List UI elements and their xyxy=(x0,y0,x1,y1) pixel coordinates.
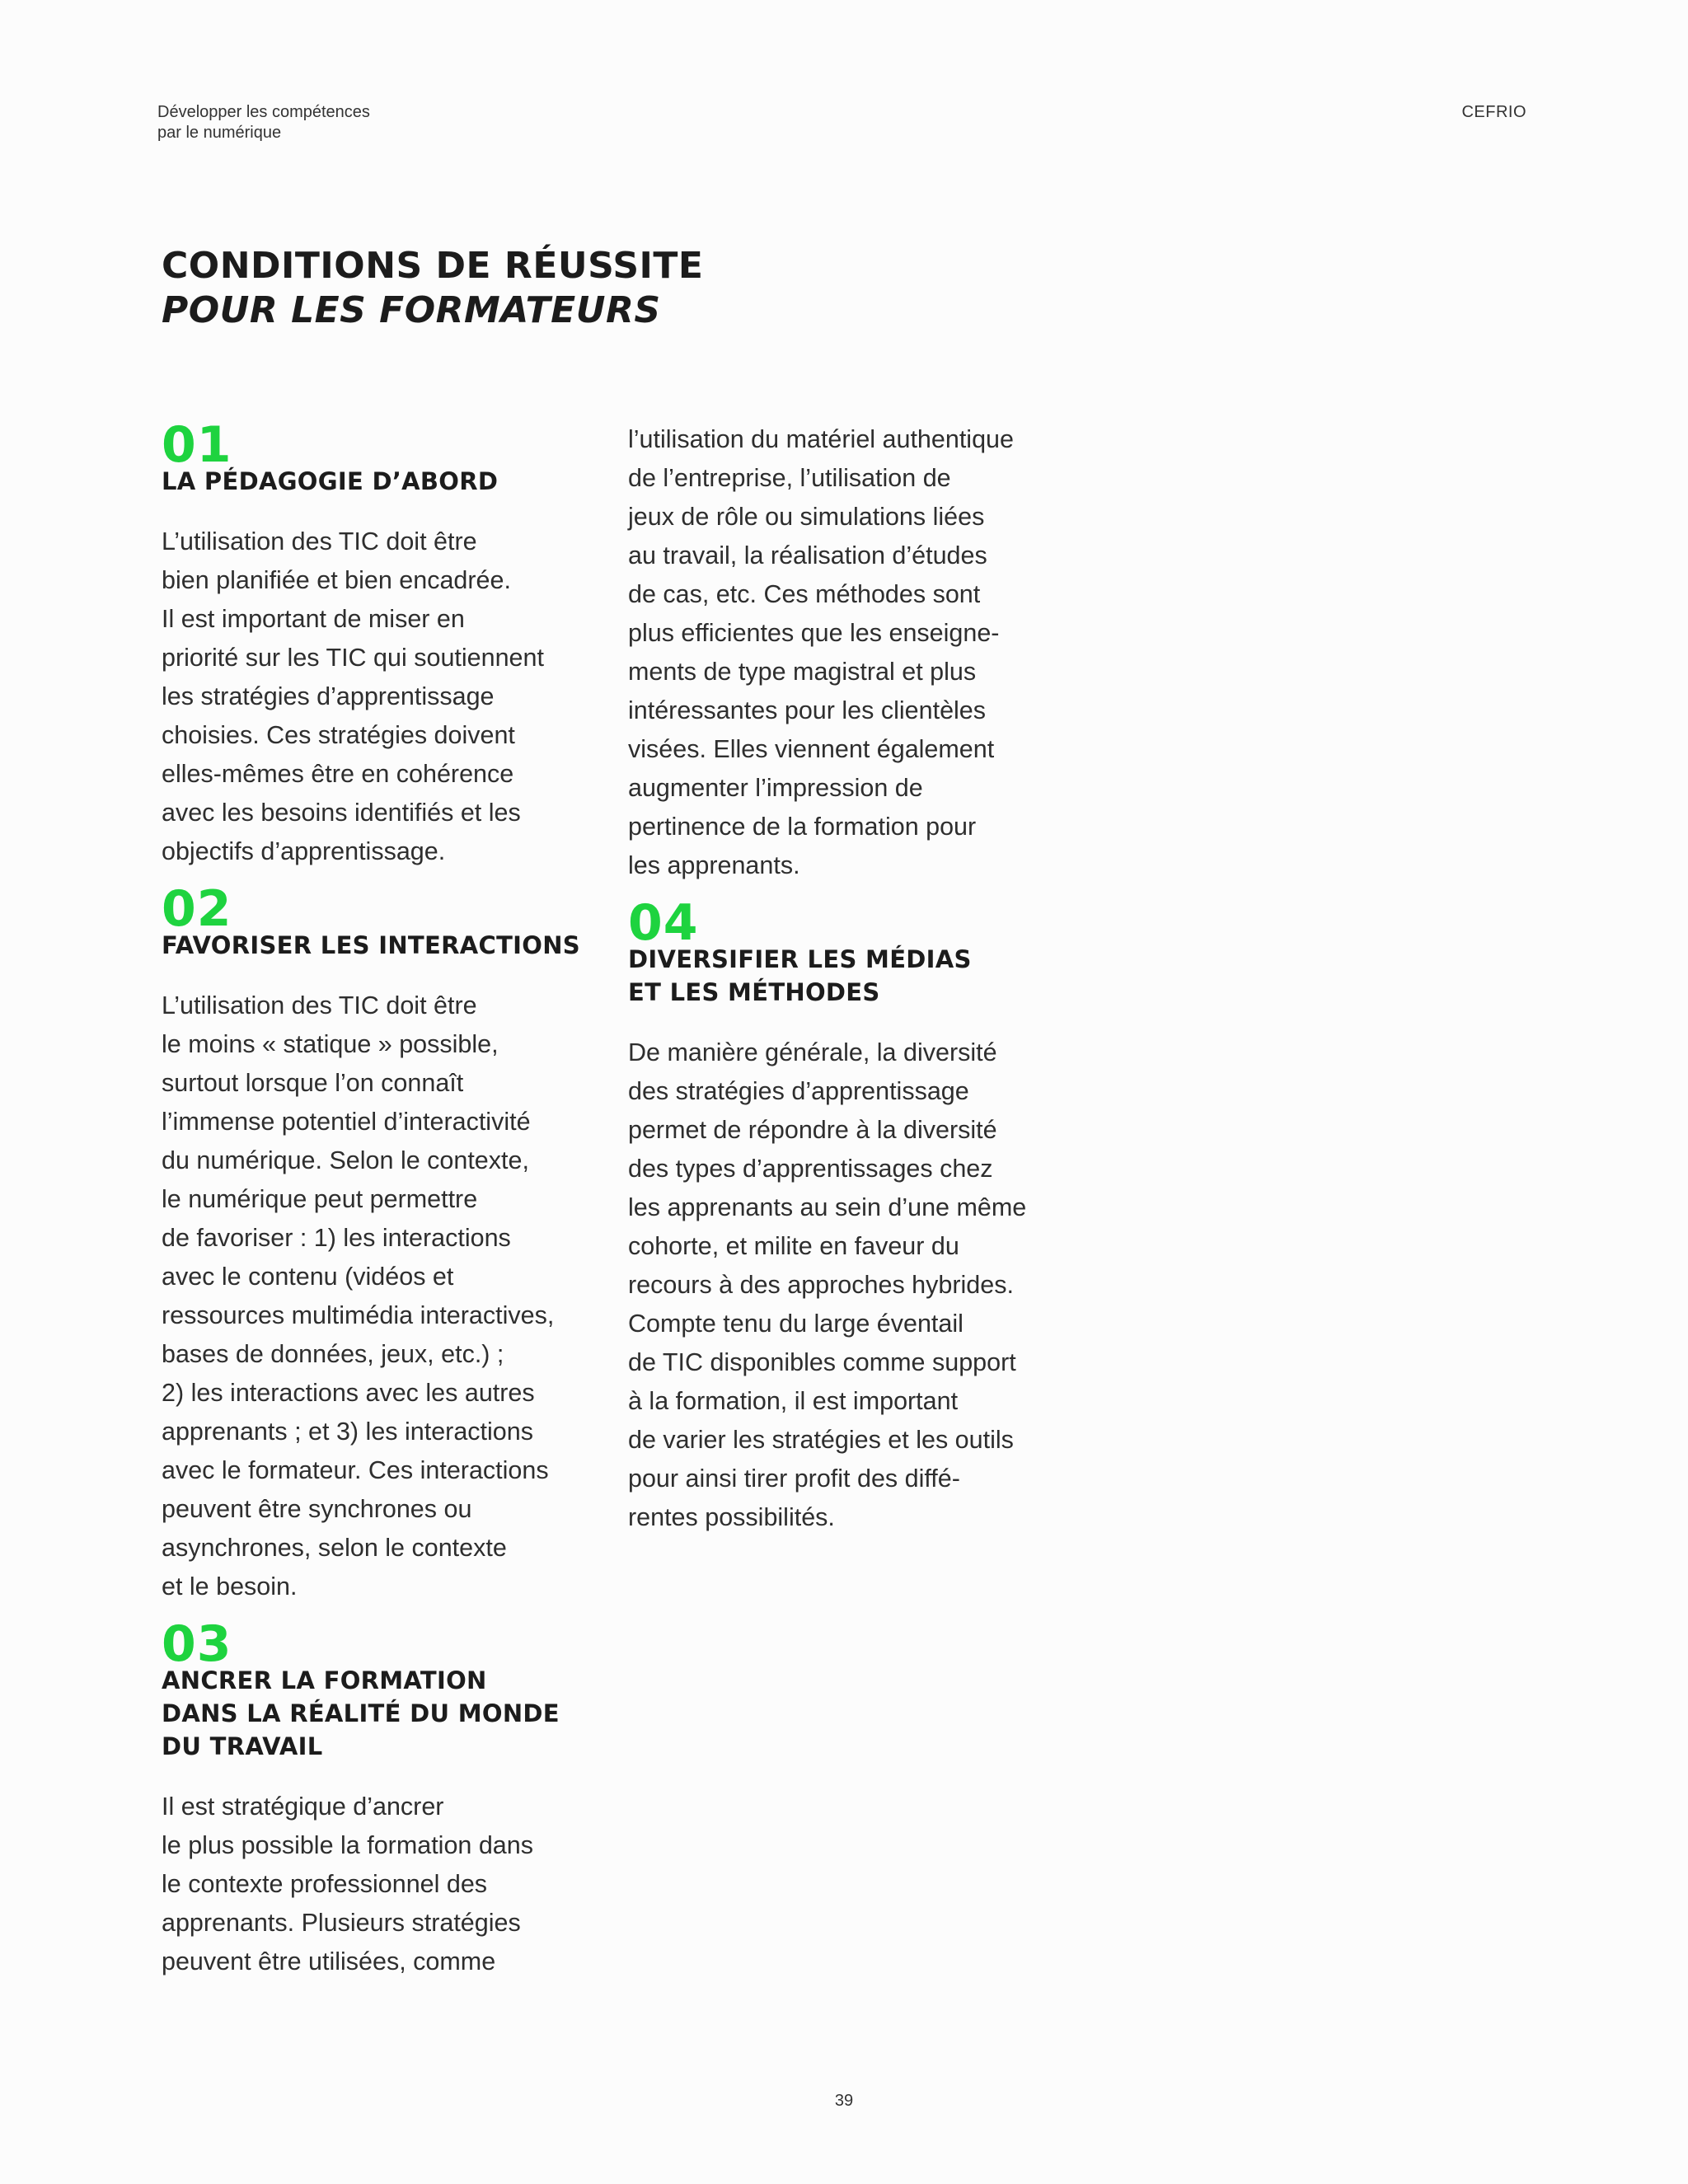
section-number: 01 xyxy=(162,416,232,474)
section-number: 02 xyxy=(162,880,232,938)
running-header-title: Développer les compétences par le numérique xyxy=(157,103,370,142)
page-title-line1: CONDITIONS DE RÉUSSITE xyxy=(162,245,704,287)
right-column xyxy=(628,420,1073,1537)
section-body: De manière générale, la diversité des stratégies d’apprentissage permet de répondre à la diversité des types d’apprentissages chez les apprenants au sein d’une même cohorte, et milite en faveur du recours à des approches hybrides. Compte tenu du large éventail de TIC disponibles comme support à la formation, il est important de varier les stratégies et les outils pour ainsi tirer profit des diffé- rentes possibilités. xyxy=(628,1038,1027,1531)
section-heading: DIVERSIFIER LES MÉDIAS ET LES MÉTHODES xyxy=(628,945,972,1006)
section-01 xyxy=(162,416,607,871)
page-title xyxy=(162,244,703,333)
section-heading: LA PÉDAGOGIE D’ABORD xyxy=(162,467,499,495)
section-body: L’utilisation des TIC doit être bien planifiée et bien encadrée. Il est important de miser en priorité sur les TIC qui soutiennent les stratégies d’apprentissage choisies. Ces stratégies doivent elles-mêmes être en cohérence avec les besoins identifiés et les objectifs d’apprentissage. xyxy=(162,527,544,865)
section-heading: ANCRER LA FORMATION DANS LA RÉALITÉ DU MONDE DU TRAVAIL xyxy=(162,1666,560,1760)
section-02 xyxy=(162,880,607,1606)
section-number: 03 xyxy=(162,1615,232,1673)
section-03-body-continued: l’utilisation du matériel authentique de l’entreprise, l’utilisation de jeux de rôle ou simulations liées au travail, la réalisation d’études de cas, etc. Ces méthodes sont plus efficientes que les enseigne- ments de type magistral et plus intéressantes pour les clientèles visées. Elles viennent également augmenter l’impression de pertinence de la formation pour les apprenants. xyxy=(628,425,1014,879)
section-number: 04 xyxy=(628,894,699,952)
section-body: Il est stratégique d’ancrer le plus possible la formation dans le contexte professionnel des apprenants. Plusieurs stratégies peuvent être utilisées, comme xyxy=(162,1793,533,1975)
section-04 xyxy=(628,894,1073,1537)
section-heading: FAVORISER LES INTERACTIONS xyxy=(162,931,580,959)
running-header-publisher: CEFRIO xyxy=(1461,103,1526,121)
section-body: L’utilisation des TIC doit être le moins « statique » possible, surtout lorsque l’on connaît l’immense potentiel d’interactivité du numérique. Selon le contexte, le numérique peut permettre de favoriser : 1) les interactions avec le contenu (vidéos et ressources multimédia interactives, bases de données, jeux, etc.) ; 2) les interactions avec les autres apprenants ; et 3) les interactions avec le formateur. Ces interactions peuvent être synchrones ou asynchrones, selon le contexte et le besoin. xyxy=(162,991,555,1601)
section-03 xyxy=(162,1615,607,1981)
page-title-line2: POUR LES FORMATEURS xyxy=(162,289,661,331)
left-column xyxy=(162,416,607,1981)
page-number: 39 xyxy=(834,2092,854,2110)
